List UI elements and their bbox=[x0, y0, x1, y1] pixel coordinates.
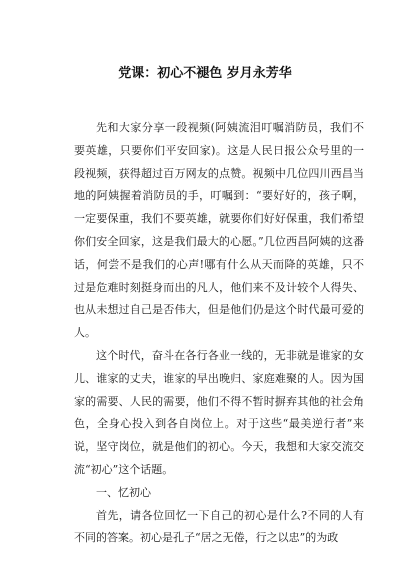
section-heading-recall-original-aspiration: 一、忆初心 bbox=[96, 485, 151, 499]
paragraph-video-intro: 先和大家分享一段视频(阿姨流泪叮嘱消防员，我们不要英雄，只要你们平安回家)。这是人民日报公众号里的一段视频，获得超过百万网友的点赞。视频中几位四川西昌当地的阿姨握着消防员的手，叮嘱到：“要好好的，孩子啊，一定要保重，我们不要英雄，就要你们好好保重，我们希望你们安全回家，这是我们最大的心愿。”几位西昌阿姨的这番话，何尝不是我们的心声!哪有什么从天而降的英雄，只不过是危难时刻挺身而出的凡人，他们来不及计较个人得失、也从未想过自己是否伟大，但是他们仍是这个时代最可爱的人。 bbox=[74, 121, 364, 340]
paragraph-first-recall: 首先，请各位回忆一下自己的初心是什么?不同的人有不同的答案。初心是孔子“居之无倦，行之以忠”的为政 bbox=[74, 508, 364, 545]
document-title: 党课：初心不褪色 岁月永芳华 bbox=[118, 66, 292, 81]
document-body bbox=[74, 117, 364, 550]
paragraph-this-era: 这个时代，奋斗在各行各业一线的，无非就是谁家的女儿、谁家的丈夫，谁家的早出晚归、家庭难聚的人。因为国家的需要、人民的需要，他们不得不暂时摒弃其他的社会角色，全身心投入到各自岗位上。对于这些“最美逆行者”来说，坚守岗位，就是他们的初心。今天，我想和大家交流交流“初心”这个话题。 bbox=[74, 348, 364, 476]
